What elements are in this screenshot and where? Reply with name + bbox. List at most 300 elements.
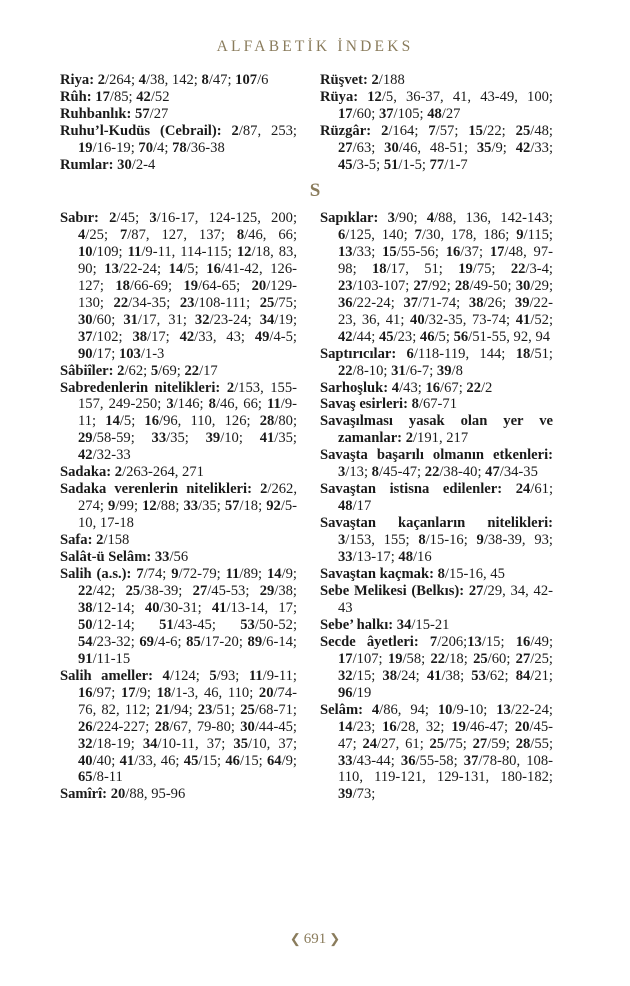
verse-range: /38-39; <box>140 582 193 599</box>
verse-range: /22-24; <box>510 701 553 718</box>
surah-number: 12 <box>367 88 382 105</box>
verse-range: /88, 95-96 <box>125 786 186 803</box>
verse-range: /15; <box>481 633 516 650</box>
surah-number: 3 <box>338 464 346 481</box>
surah-number: 56 <box>453 328 469 345</box>
verse-range: /33, 46; <box>134 752 184 769</box>
verse-range: /51; <box>530 345 553 362</box>
verse-range: /71-74; <box>418 294 469 311</box>
verse-range: /23-32; <box>92 633 140 650</box>
verse-range: /34-35; <box>128 294 180 311</box>
surah-number: 4 <box>138 72 146 88</box>
index-entry <box>60 549 297 566</box>
surah-number: 24 <box>362 735 378 752</box>
surah-number: 107 <box>235 72 258 88</box>
surah-number: 103 <box>118 345 141 362</box>
verse-range: /58-59; <box>92 430 152 447</box>
verse-range: /41-42, 126-127; <box>78 260 297 294</box>
surah-number: 48 <box>338 498 353 515</box>
surah-number: 5 <box>209 667 217 684</box>
verse-range: /43-45; <box>173 616 241 633</box>
surah-number: 21 <box>155 701 170 718</box>
left-ornament-icon: ❮ <box>289 931 301 946</box>
surah-number: 28 <box>154 718 170 735</box>
index-entry <box>320 447 553 481</box>
surah-number: 2 <box>371 72 379 88</box>
surah-number: 29 <box>259 582 275 599</box>
surah-number: 8 <box>418 532 426 549</box>
verse-range: /18, 83, 90; <box>78 243 297 277</box>
verse-range: /38; <box>274 582 297 599</box>
surah-number: 25 <box>125 582 141 599</box>
verse-range: /264; <box>105 72 139 88</box>
verse-range: /115; <box>523 226 553 243</box>
verse-range: /263-264, 271 <box>122 464 204 481</box>
surah-number: 45 <box>183 752 199 769</box>
right-column-r-entries <box>320 72 553 174</box>
verse-range: /56 <box>169 549 189 566</box>
verse-range: /4; <box>153 139 173 156</box>
surah-number: 13 <box>338 243 353 260</box>
verse-range: /88; <box>156 498 184 515</box>
surah-number: 46 <box>225 752 240 769</box>
verse-range: /5, 36-37, 41, 43-49, 100; <box>381 88 553 105</box>
verse-range: /34-35 <box>499 464 538 481</box>
surah-number: 2 <box>260 481 268 498</box>
surah-number: 17 <box>120 684 136 701</box>
verse-range: /262, 274; <box>78 481 297 515</box>
verse-range: /27 <box>149 105 169 122</box>
surah-number: 2 <box>114 464 123 481</box>
verse-range: /124; <box>169 667 210 684</box>
surah-number: 46 <box>419 328 435 345</box>
index-term: Samîrî: <box>60 786 108 803</box>
verse-range: /51; <box>212 701 241 718</box>
surah-number: 47 <box>485 464 500 481</box>
surah-number: 19 <box>183 277 199 294</box>
surah-number: 25 <box>259 294 275 311</box>
verse-range: /60; <box>487 650 516 667</box>
verse-range: /30-31; <box>159 599 212 616</box>
surah-number: 41 <box>515 311 531 328</box>
surah-number: 51 <box>383 156 399 173</box>
verse-range: /16-19; <box>92 139 139 156</box>
verse-range: /15; <box>352 667 383 684</box>
verse-range: /13-17; <box>352 549 399 566</box>
verse-range: /2 <box>481 379 493 396</box>
surah-number: 29 <box>78 430 93 447</box>
surah-number: 45 <box>378 328 394 345</box>
verse-range: /32-35, 73-74; <box>424 311 516 328</box>
verse-range: /37; <box>460 243 490 260</box>
surah-number: 2 <box>405 430 413 447</box>
index-term: Savaş esirleri: <box>320 396 408 413</box>
verse-range: /78-80, 108-110, 119-121, 129-131, 180-182; <box>338 752 554 786</box>
surah-number: 4 <box>426 210 435 226</box>
surah-number: 85 <box>186 633 201 650</box>
surah-number: 16 <box>78 684 93 701</box>
verse-range: /60; <box>352 105 379 122</box>
verse-range: /52; <box>530 311 554 328</box>
page-footer <box>0 931 630 948</box>
surah-number: 37 <box>78 328 93 345</box>
surah-number: 6 <box>338 226 346 243</box>
verse-range: /105; <box>393 105 428 122</box>
verse-range: /74; <box>143 566 172 583</box>
verse-range: /224-227; <box>92 718 155 735</box>
surah-number: 19 <box>78 139 93 156</box>
surah-number: 41 <box>426 667 442 684</box>
surah-number: 11 <box>225 566 240 583</box>
verse-range: /35; <box>198 498 225 515</box>
verse-range: /38-40; <box>439 464 486 481</box>
surah-number: 57 <box>224 498 240 515</box>
index-term: Saptırıcılar: <box>320 345 397 362</box>
surah-number: 90 <box>78 345 93 362</box>
surah-number: 27 <box>472 735 488 752</box>
surah-number: 25 <box>515 122 531 139</box>
index-term: Savaştan istisna edilenler: <box>320 481 503 498</box>
verse-range: /188 <box>378 72 405 88</box>
surah-number: 53 <box>471 667 486 684</box>
verse-range: /72-79; <box>178 566 226 583</box>
surah-number: 84 <box>515 667 531 684</box>
surah-number: 24 <box>515 481 531 498</box>
index-term: Sabredenlerin nitelikleri: <box>60 379 221 396</box>
index-entry <box>320 617 553 634</box>
surah-number: 17 <box>95 88 110 105</box>
index-term: Rüzgâr: <box>320 122 372 139</box>
surah-number: 28 <box>259 413 275 430</box>
verse-range: /46, 48-51; <box>398 139 477 156</box>
index-term: Savaştan kaçmak: <box>320 566 434 583</box>
index-entry <box>320 346 553 380</box>
surah-number: 32 <box>78 735 93 752</box>
surah-number: 30 <box>515 277 531 294</box>
verse-range: /4-5; <box>269 328 297 345</box>
left-column-r-entries <box>60 72 297 174</box>
surah-number: 19 <box>387 650 403 667</box>
surah-number: 2 <box>109 210 117 226</box>
surah-number: 22 <box>466 379 481 396</box>
surah-number: 77 <box>429 156 445 173</box>
surah-number: 41 <box>259 430 275 447</box>
verse-range: /24; <box>397 667 427 684</box>
verse-range: /64-65; <box>198 277 252 294</box>
index-entry <box>60 363 297 380</box>
verse-range: /29, 34, 42-43 <box>338 582 553 616</box>
index-entry <box>60 123 297 157</box>
surah-number: 27 <box>468 582 484 599</box>
verse-range: /17-20; <box>200 633 248 650</box>
surah-number: 64 <box>266 752 282 769</box>
index-entry <box>60 106 297 123</box>
verse-range: /164; <box>388 122 429 139</box>
verse-range: /49-50; <box>469 277 516 294</box>
surah-number: 38 <box>468 294 484 311</box>
surah-number: 16 <box>382 718 397 735</box>
verse-range: /1-5; <box>398 156 430 173</box>
surah-number: 25 <box>429 735 445 752</box>
index-entry <box>320 481 553 515</box>
surah-number: 20 <box>110 786 126 803</box>
surah-number: 25 <box>473 650 488 667</box>
verse-range: /118-119, 144; <box>413 345 516 362</box>
surah-number: 4 <box>78 226 86 243</box>
index-entry <box>320 566 553 583</box>
left-column-s-entries <box>60 210 297 803</box>
index-entry <box>320 634 553 702</box>
surah-number: 30 <box>117 156 132 173</box>
surah-number: 27 <box>413 277 429 294</box>
verse-range: /17, 31; <box>137 311 195 328</box>
surah-number: 42 <box>338 328 353 345</box>
verse-range: /55-58; <box>415 752 464 769</box>
surah-number: 34 <box>259 311 275 328</box>
surah-number: 41 <box>119 752 135 769</box>
surah-number: 41 <box>211 599 227 616</box>
verse-range: /17 <box>199 362 218 379</box>
surah-number: 22 <box>424 464 440 481</box>
verse-range: /3-5; <box>352 156 384 173</box>
verse-range: /15; <box>198 752 226 769</box>
surah-number: 27 <box>515 650 531 667</box>
surah-number: 20 <box>258 684 274 701</box>
verse-range: /108-111; <box>194 294 260 311</box>
verse-range: /13-14, 17; <box>226 599 297 616</box>
index-term: Rüya: <box>320 88 359 105</box>
verse-range: /9; <box>491 139 516 156</box>
verse-range: /18; <box>239 498 267 515</box>
verse-range: /68-71; <box>254 701 297 718</box>
verse-range: /45-53; <box>207 582 260 599</box>
surah-number: 22 <box>510 260 526 277</box>
verse-range: /129-130; <box>78 277 298 311</box>
verse-range: /23-24; <box>209 311 260 328</box>
verse-range: /16-17, 124-125, 200; <box>156 210 297 226</box>
verse-range: /153, 155; <box>345 532 419 549</box>
surah-number: 2 <box>381 122 389 139</box>
verse-range: /87, 127, 137; <box>127 226 237 243</box>
index-entry <box>60 786 297 803</box>
index-entry <box>60 89 297 106</box>
verse-range: /3-4; <box>525 260 553 277</box>
surah-number: 20 <box>514 718 530 735</box>
surah-number: 33 <box>338 752 353 769</box>
surah-number: 33 <box>151 430 167 447</box>
verse-range: /8-11 <box>92 769 123 786</box>
index-term: Riya: <box>60 72 95 88</box>
verse-range: /62; <box>124 362 151 379</box>
surah-number: 51 <box>159 616 174 633</box>
surah-number: 12 <box>142 498 157 515</box>
verse-range: /47; <box>208 72 236 88</box>
surah-number: 39 <box>514 294 530 311</box>
verse-range: /9; <box>281 566 297 583</box>
verse-range: /9; <box>135 684 157 701</box>
verse-range: /21; <box>530 667 553 684</box>
verse-range: /75; <box>274 294 297 311</box>
surah-number: 23 <box>197 701 213 718</box>
verse-range: /9-11; <box>78 396 297 430</box>
surah-number: 32 <box>194 311 210 328</box>
index-term: Savaşta başarılı olmanın etkenleri: <box>320 447 553 464</box>
index-term: Sebe Melikesi (Belkıs): <box>320 582 465 599</box>
surah-number: 37 <box>463 752 479 769</box>
verse-range: /35; <box>166 430 206 447</box>
verse-range: /33, 43; <box>194 328 255 345</box>
surah-number: 38 <box>382 667 398 684</box>
verse-range: /22-23, 36, 41; <box>338 294 554 328</box>
verse-range: /9-10; <box>452 701 497 718</box>
surah-number: 48 <box>427 105 442 122</box>
surah-number: 13 <box>496 701 511 718</box>
verse-range: /25; <box>85 226 120 243</box>
index-entry <box>60 72 297 89</box>
verse-range: /10; <box>220 430 260 447</box>
index-entry <box>320 396 553 413</box>
surah-number: 31 <box>123 311 138 328</box>
surah-number: 23 <box>179 294 195 311</box>
index-entry <box>320 413 553 447</box>
verse-range: /55; <box>530 735 553 752</box>
section-letter: S <box>309 180 321 201</box>
verse-range: /99; <box>115 498 143 515</box>
verse-range: /25; <box>530 650 553 667</box>
surah-number: 33 <box>338 549 353 566</box>
surah-number: 65 <box>78 769 93 786</box>
verse-range: /38; <box>441 667 472 684</box>
verse-range: /85; <box>109 88 137 105</box>
verse-range: /8 <box>451 362 463 379</box>
surah-number: 22 <box>78 582 93 599</box>
index-term: Salih (a.s.): <box>60 566 132 583</box>
surah-number: 40 <box>78 752 93 769</box>
verse-range: /45-47; <box>378 464 425 481</box>
verse-range: /29; <box>530 277 554 294</box>
index-entry <box>60 532 297 549</box>
verse-range: /27, 61; <box>377 735 430 752</box>
verse-range: /17; <box>92 345 119 362</box>
verse-range: /10, 37; <box>248 735 298 752</box>
surah-number: 34 <box>396 616 412 633</box>
verse-range: /22-24; <box>118 260 169 277</box>
surah-number: 33 <box>183 498 199 515</box>
index-term: Sarhoşluk: <box>320 379 389 396</box>
surah-number: 22 <box>338 362 353 379</box>
verse-range: /75; <box>444 735 473 752</box>
verse-range: /23; <box>393 328 420 345</box>
surah-number: 26 <box>78 718 93 735</box>
surah-number: 37 <box>378 105 394 122</box>
surah-number: 4 <box>162 667 170 684</box>
surah-number: 42 <box>78 447 93 464</box>
surah-number: 28 <box>454 277 470 294</box>
surah-number: 23 <box>338 277 353 294</box>
index-term: Savaştan kaçanların nitelikleri: <box>320 515 553 532</box>
index-term: Sâbiîler: <box>60 362 114 379</box>
verse-range: /28, 32; <box>396 718 452 735</box>
verse-range: /48; <box>530 122 553 139</box>
verse-range: /63; <box>352 139 385 156</box>
surah-number: 53 <box>240 616 255 633</box>
verse-range: /8-10; <box>352 362 392 379</box>
verse-range: /45-47; <box>338 718 553 752</box>
surah-number: 42 <box>515 139 531 156</box>
surah-number: 18 <box>371 260 387 277</box>
verse-range: /55-56; <box>396 243 446 260</box>
surah-number: 30 <box>384 139 399 156</box>
verse-range: /87, 253; <box>238 122 297 139</box>
index-term: Ruhbanlık: <box>60 105 132 122</box>
surah-number: 14 <box>105 413 120 430</box>
index-entry <box>320 210 553 346</box>
verse-range: /22; <box>482 122 516 139</box>
verse-range: /5; <box>183 260 207 277</box>
surah-number: 35 <box>233 735 248 752</box>
surah-number: 13 <box>467 633 482 650</box>
index-entry <box>320 702 553 804</box>
surah-number: 40 <box>410 311 425 328</box>
surah-number: 4 <box>371 701 380 718</box>
verse-range: /19 <box>352 684 372 701</box>
verse-range: /30, 178, 186; <box>421 226 517 243</box>
verse-range: /12-14; <box>92 616 160 633</box>
verse-range: /59; <box>487 735 516 752</box>
index-term: Salât-ü Selâm: <box>60 549 152 566</box>
verse-range: /5; <box>434 328 454 345</box>
verse-range: /1-7 <box>444 156 468 173</box>
index-term: Sabır: <box>60 210 99 226</box>
surah-number: 16 <box>445 243 461 260</box>
surah-number: 9 <box>171 566 179 583</box>
surah-number: 11 <box>127 243 142 260</box>
index-term: Rüşvet: <box>320 72 368 88</box>
index-entry <box>60 668 297 787</box>
surah-number: 42 <box>136 88 151 105</box>
surah-number: 39 <box>436 362 452 379</box>
surah-number: 30 <box>78 311 93 328</box>
verse-range: /49; <box>530 633 554 650</box>
surah-number: 8 <box>411 396 419 413</box>
index-entry <box>320 123 553 174</box>
verse-range: /15-16; <box>425 532 477 549</box>
verse-range: /9; <box>281 752 297 769</box>
verse-range: /146; <box>173 396 209 413</box>
index-term: Selâm: <box>320 701 363 718</box>
surah-number: 14 <box>338 718 353 735</box>
verse-range: /22-24; <box>352 294 404 311</box>
verse-range: /62; <box>485 667 516 684</box>
verse-range: /46, 66; <box>215 396 267 413</box>
surah-number: 3 <box>338 532 346 549</box>
verse-range: /43-44; <box>352 752 401 769</box>
verse-range: /86, 94; <box>379 701 438 718</box>
index-term: Secde âyetleri: <box>320 633 419 650</box>
verse-range: /33; <box>352 243 383 260</box>
surah-number: 78 <box>172 139 187 156</box>
index-term: Sapıklar: <box>320 210 379 226</box>
surah-number: 38 <box>132 328 148 345</box>
verse-range: /51-55, 92, 94 <box>468 328 551 345</box>
surah-number: 35 <box>476 139 492 156</box>
surah-number: 25 <box>240 701 255 718</box>
surah-number: 2 <box>96 532 104 549</box>
verse-range: /17; <box>147 328 180 345</box>
verse-range: /4-6; <box>153 633 187 650</box>
verse-range: /5-10, 17-18 <box>78 498 298 532</box>
surah-number: 7 <box>428 122 436 139</box>
